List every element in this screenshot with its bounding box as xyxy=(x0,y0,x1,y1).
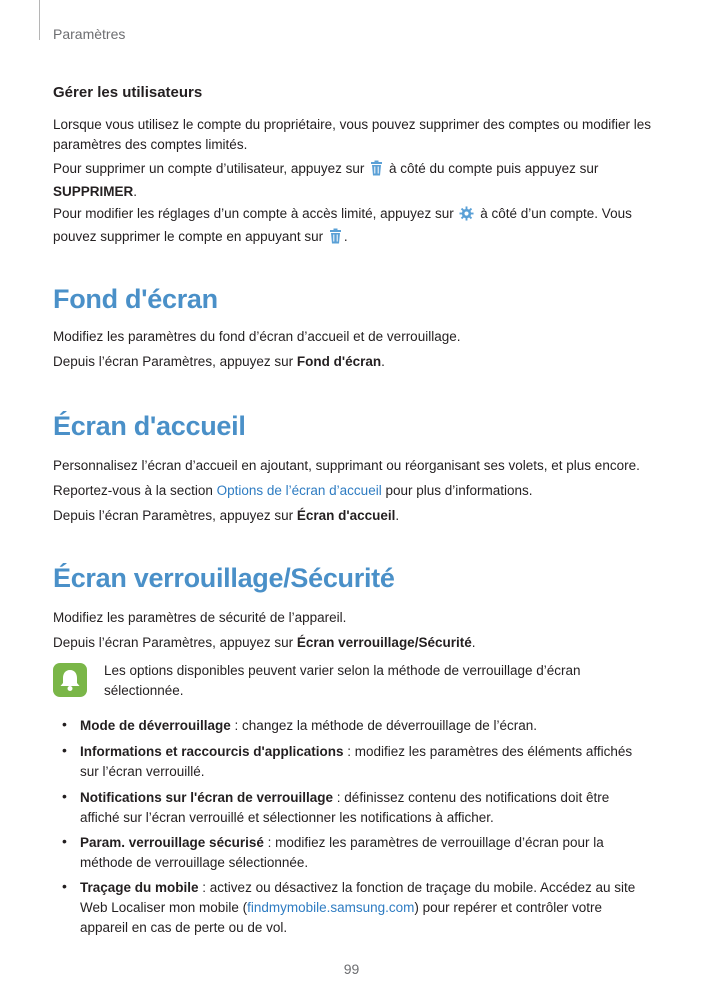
manage-users-paragraph-3 xyxy=(53,204,653,249)
text: Depuis l’écran Paramètres, appuyez sur xyxy=(53,354,294,369)
list-item xyxy=(80,878,652,938)
delete-label: SUPPRIMER xyxy=(53,183,134,199)
text: . xyxy=(381,354,385,369)
text: Pour modifier les réglages d’un compte à accès limité, appuyez sur xyxy=(53,206,454,221)
lock-screen-paragraph-2 xyxy=(53,633,653,653)
lock-screen-heading: Écran verrouillage/Sécurité xyxy=(53,563,395,593)
item-text: ) pour repérer et contrôler votre appareil en cas de perte ou de vol. xyxy=(80,900,602,935)
text: Depuis l’écran Paramètres, appuyez sur xyxy=(53,635,294,650)
text: Pour supprimer un compte d’utilisateur, appuyez sur xyxy=(53,161,365,176)
trash-icon xyxy=(370,160,383,182)
bullet: • xyxy=(62,716,67,732)
item-text: : activez ou désactivez la fonction de traçage du mobile. Accédez au site Web Localiser mon mobile ( xyxy=(80,880,636,915)
item-text: : définissez contenu des notifications doit être affiché sur l’écran verrouillé et sélectionner les notifications à afficher. xyxy=(80,790,610,825)
home-screen-paragraph-2 xyxy=(53,481,653,501)
text: . xyxy=(343,228,348,244)
manage-users-heading: Gérer les utilisateurs xyxy=(53,84,203,101)
wallpaper-paragraph-1: Modifiez les paramètres du fond d’écran d’accueil et de verrouillage. xyxy=(53,329,461,344)
home-screen-paragraph-1: Personnalisez l’écran d’accueil en ajoutant, supprimant ou réorganisant ses volets, et plus encore. xyxy=(53,458,640,473)
home-screen-menu-label: Écran d'accueil xyxy=(296,508,396,523)
wallpaper-paragraph-2 xyxy=(53,352,653,372)
lock-screen-paragraph-1: Modifiez les paramètres de sécurité de l’appareil. xyxy=(53,610,347,625)
bullet: • xyxy=(62,833,67,849)
text: à côté d’un compte. Vous pouvez supprimer le compte en appuyant sur xyxy=(53,206,632,244)
item-text: : modifiez les paramètres de verrouillage d’écran pour la méthode de verrouillage sélectionnée. xyxy=(80,835,604,870)
text: . xyxy=(471,635,476,650)
item-term: Mode de déverrouillage xyxy=(80,718,231,733)
item-text: : changez la méthode de déverrouillage de l’écran. xyxy=(230,718,537,733)
bullet: • xyxy=(62,878,67,894)
home-screen-heading: Écran d'accueil xyxy=(53,411,246,441)
bullet: • xyxy=(62,742,67,758)
wallpaper-heading: Fond d'écran xyxy=(53,284,218,314)
list-item xyxy=(80,833,652,873)
item-term: Traçage du mobile xyxy=(80,880,199,895)
list-item xyxy=(80,788,652,828)
manage-users-paragraph-1: Lorsque vous utilisez le compte du propriétaire, vous pouvez supprimer des comptes ou modifier les paramètres des comptes limités. xyxy=(53,117,652,152)
text: Reportez-vous à la section xyxy=(53,483,213,498)
lock-screen-menu-label: Écran verrouillage/Sécurité xyxy=(296,635,472,650)
text: . xyxy=(395,508,400,523)
manage-users-paragraph-2 xyxy=(53,159,653,201)
text: Depuis l’écran Paramètres, appuyez sur xyxy=(53,508,294,523)
text: à côté du compte puis appuyez sur xyxy=(388,161,599,176)
note-bell-icon xyxy=(53,663,87,697)
text: . xyxy=(133,183,138,199)
item-term: Notifications sur l'écran de verrouillage xyxy=(80,790,334,805)
wallpaper-menu-label: Fond d'écran xyxy=(296,354,382,369)
trash-icon xyxy=(329,228,342,250)
section-header: Paramètres xyxy=(53,26,126,42)
list-item xyxy=(80,716,652,736)
note-text: Les options disponibles peuvent varier selon la méthode de verrouillage d’écran sélectionnée. xyxy=(104,663,581,698)
home-screen-paragraph-3 xyxy=(53,506,653,526)
list-item xyxy=(80,742,652,782)
bullet: • xyxy=(62,788,67,804)
item-term: Informations et raccourcis d'applications xyxy=(80,744,344,759)
text: pour plus d’informations. xyxy=(385,483,533,498)
item-text: : modifiez les paramètres des éléments affichés sur l’écran verrouillé. xyxy=(80,744,633,779)
findmymobile-link[interactable]: findmymobile.samsung.com xyxy=(247,900,415,915)
home-screen-options-link[interactable]: Options de l’écran d’accueil xyxy=(216,483,382,498)
item-term: Param. verrouillage sécurisé xyxy=(80,835,264,850)
gear-icon xyxy=(459,206,474,227)
page-number: 99 xyxy=(343,961,360,977)
header-divider xyxy=(39,0,40,40)
